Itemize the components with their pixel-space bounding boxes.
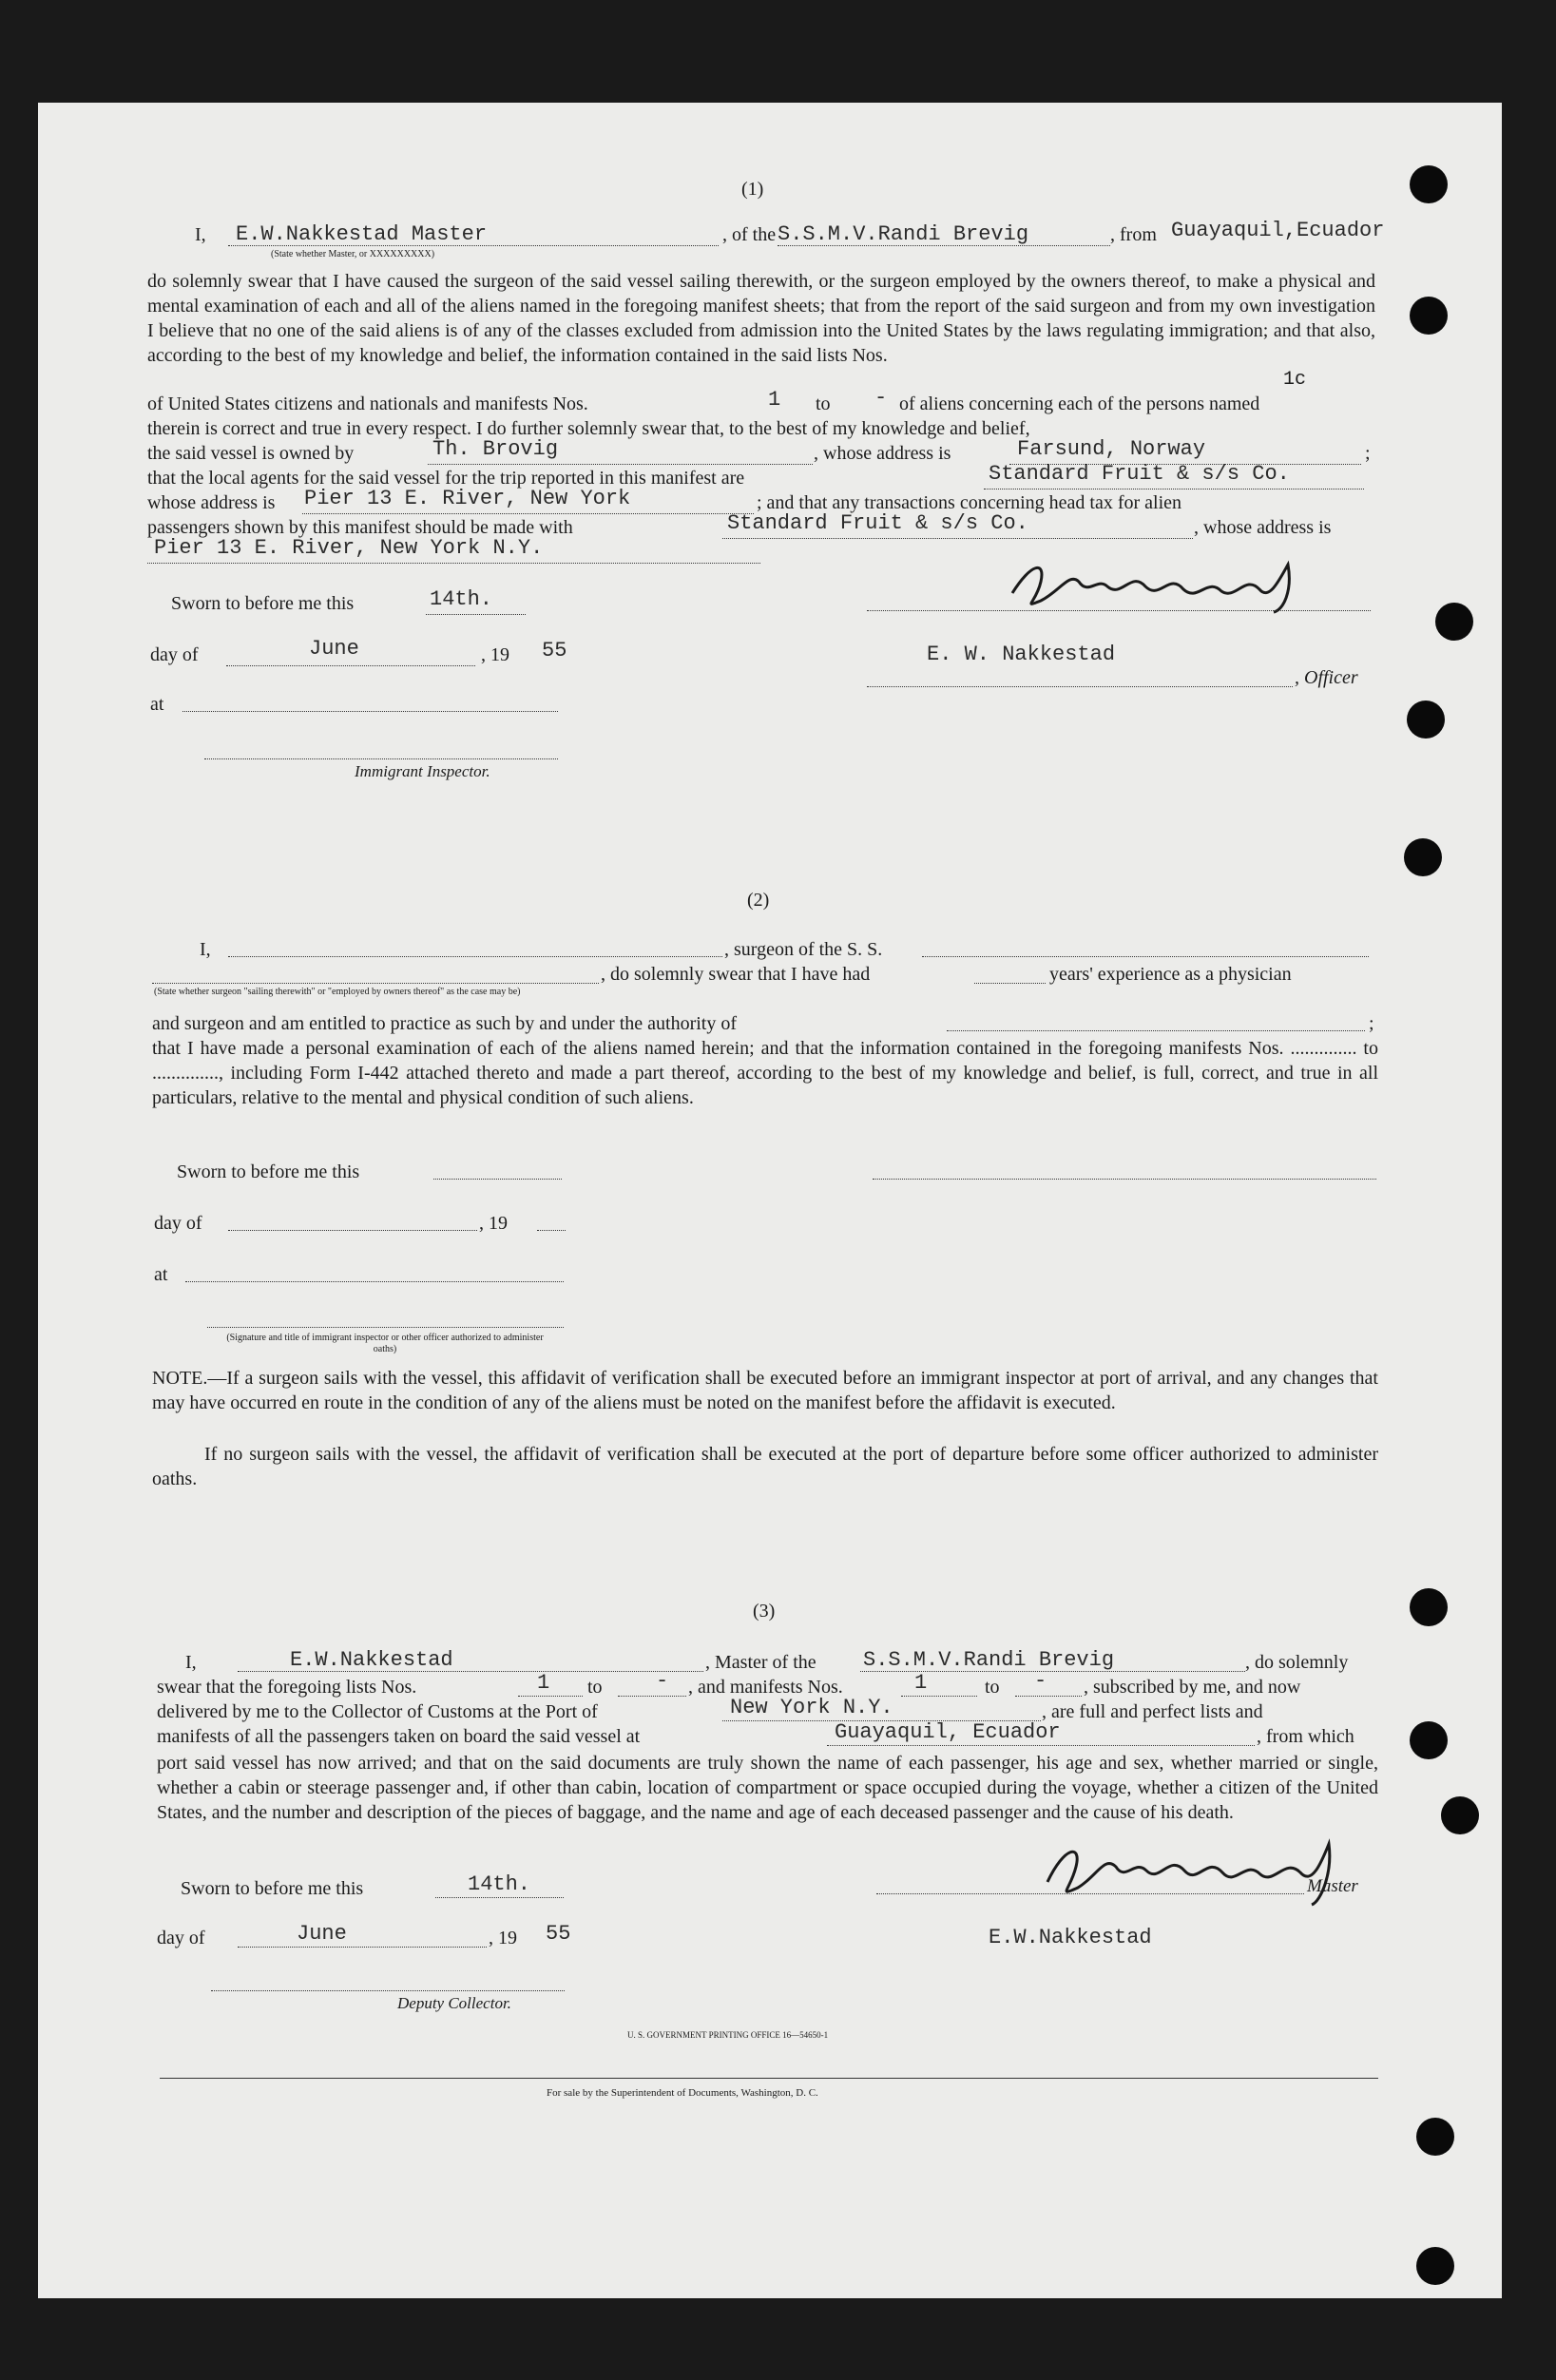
i-label: I, (195, 224, 206, 245)
i-label: I, (185, 1652, 197, 1673)
years-label: years' experience as a physician (1049, 964, 1292, 985)
section-2-body: that I have made a personal examination of each of the aliens named herein; and that the information contained in the foregoing manifests Nos. .............. to .............., including Form I-442 attached thereto and made a part thereof, according to the best of my knowledge and belief, is full, correct, and true in all particulars, relative to the mental and physical condition of such aliens. (152, 1038, 1378, 1108)
authority-label: and surgeon and am entitled to practice as such by and under the authority of (152, 1013, 737, 1034)
day-of-label: day of (150, 644, 199, 665)
punch-hole (1416, 2118, 1454, 2156)
sworn-day: 14th. (468, 1872, 531, 1896)
from-label: , from (1110, 224, 1157, 245)
agents-address: Pier 13 E. River, New York (304, 487, 631, 510)
master-of-label: , Master of the (705, 1652, 816, 1673)
owned-label: the said vessel is owned by (147, 443, 355, 464)
manifests-from: 1 (914, 1671, 928, 1695)
note-1 (152, 1366, 1378, 1415)
fill-line (901, 1696, 977, 1697)
inspector-caption: Immigrant Inspector. (355, 762, 490, 780)
fill-line (947, 1030, 1365, 1031)
fill-line (228, 1230, 477, 1231)
signature-line (204, 758, 558, 759)
signature-caption: (Signature and title of immigrant inspector or other officer authorized to administer oaths) (226, 1333, 544, 1354)
lists-to: - (656, 1669, 669, 1693)
fill-line (226, 665, 475, 666)
punch-hole (1410, 1588, 1448, 1626)
fill-line (778, 245, 1110, 246)
master-signature (1036, 1834, 1340, 1910)
master-caption: Master (1307, 1876, 1358, 1896)
master-name-printed: E.W.Nakkestad (989, 1926, 1152, 1949)
section-3-body: port said vessel has now arrived; and that on the said documents are truly shown the name of each passenger, his age and sex, whether married or single, whether a cabin or steerage passenger and, if other than cabin, location of compartment or space occupied during the voyage, whether a citizen of the United States, and the number and description of the pieces of baggage, and the name and age of each deceased passenger and the cause of his death. (157, 1753, 1378, 1823)
vessel-name: S.S.M.V.Randi Brevig (778, 222, 1029, 246)
punch-hole (1416, 2247, 1454, 2285)
sale-note: For sale by the Superintendent of Documents, Washington, D. C. (547, 2087, 818, 2099)
headtax-party: Standard Fruit & s/s Co. (727, 511, 1028, 535)
headtax-address: Pier 13 E. River, New York N.Y. (154, 536, 544, 560)
sworn-label: Sworn to before me this (181, 1878, 364, 1899)
port: New York N.Y. (730, 1696, 893, 1719)
manifests-to: - (1034, 1669, 1047, 1693)
section-2-number: (2) (747, 890, 770, 911)
headtax-address-label: , whose address is (1194, 517, 1332, 538)
section-3-number: (3) (753, 1601, 776, 1622)
fill-line (922, 956, 1369, 957)
note-2 (152, 1442, 1378, 1491)
agents-address-label: whose address is (147, 492, 276, 513)
day-of-label: day of (154, 1213, 202, 1234)
note-1-text: NOTE.—If a surgeon sails with the vessel, this affidavit of verification shall be executed before an immigrant inspector at port of arrival, and any changes that may have occurred en route in the condition of any of the aliens must be noted on the manifest before the affidavit is executed. (152, 1368, 1378, 1413)
fill-line (228, 956, 722, 957)
agents-label: that the local agents for the said vessel for the trip reported in this manifest are (147, 468, 745, 489)
owner-address-label: , whose address is (814, 443, 951, 464)
fill-line (182, 711, 558, 712)
line7: therein is correct and true in every respect. I do further solemnly swear that, to the best of my knowledge and belief, (147, 418, 1030, 439)
to-label: to (985, 1677, 1000, 1698)
owner-address: Farsund, Norway (1017, 437, 1206, 461)
fill-line (428, 464, 813, 465)
year-label: , 19 (489, 1928, 517, 1948)
surgeon-caption: (State whether surgeon "sailing therewith" or "employed by owners thereof" as the case may be) (154, 987, 521, 997)
punch-hole (1441, 1796, 1479, 1834)
fill-line (1015, 1696, 1082, 1697)
fill-line (618, 1696, 686, 1697)
headtax-label: ; and that any transactions concerning head tax for alien (757, 492, 1182, 513)
swear-label: , do solemnly swear that I have had (601, 964, 871, 985)
name-caption: (State whether Master, or XXXXXXXXX) (271, 249, 435, 259)
fill-line (228, 245, 719, 246)
punch-hole (1410, 1721, 1448, 1759)
collector-caption: Deputy Collector. (397, 1994, 511, 2012)
manifests-to: - (874, 386, 888, 410)
manifests-from: 1 (768, 388, 781, 412)
signature-line (211, 1990, 565, 1991)
fill-line (435, 1897, 564, 1898)
fill-line (537, 1230, 566, 1231)
of-the-label: , of the (722, 224, 777, 245)
fill-line (518, 1696, 583, 1697)
fill-line (722, 538, 1193, 539)
note-2-text: If no surgeon sails with the vessel, the affidavit of verification shall be executed at the port of departure before some officer authorized to administer oaths. (152, 1444, 1378, 1489)
signature-line (876, 1893, 1304, 1894)
master-name: E.W.Nakkestad Master (236, 222, 488, 246)
fill-line (302, 513, 754, 514)
owner: Th. Brovig (432, 437, 559, 461)
signature-line (207, 1327, 564, 1328)
line2-b: , and manifests Nos. (688, 1677, 843, 1698)
punch-hole (1407, 701, 1445, 739)
punct: ; (1369, 1013, 1374, 1034)
line6-b: of aliens concerning each of the persons named (899, 393, 1260, 414)
punch-hole (1404, 838, 1442, 876)
surgeon-label: , surgeon of the S. S. (724, 939, 883, 960)
i-label: I, (200, 939, 211, 960)
punch-hole (1410, 297, 1448, 335)
year: 55 (542, 639, 567, 662)
line4-a: manifests of all the passengers taken on board the said vessel at (157, 1726, 641, 1747)
punch-hole (1410, 165, 1448, 203)
fill-line (152, 983, 599, 984)
vessel-name: S.S.M.V.Randi Brevig (863, 1648, 1115, 1672)
line3-b: , are full and perfect lists and (1042, 1701, 1263, 1722)
departure-port: Guayaquil, Ecuador (835, 1720, 1061, 1744)
signature-line (873, 1179, 1376, 1180)
officer-sig-line (867, 610, 1371, 611)
line6-a: of United States citizens and nationals and manifests Nos. (147, 393, 588, 414)
fill-line (867, 686, 1293, 687)
fill-line (185, 1281, 564, 1282)
fill-line (827, 1745, 1255, 1746)
fill-line (974, 983, 1046, 984)
at-label: at (154, 1264, 168, 1285)
fill-line (433, 1179, 562, 1180)
officer-caption: , Officer (1295, 667, 1358, 688)
month: June (309, 637, 359, 661)
punch-hole (1435, 603, 1473, 641)
sworn-label: Sworn to before me this (177, 1161, 360, 1182)
passengers-label: passengers shown by this manifest should be made with (147, 517, 573, 538)
year-label: , 19 (479, 1213, 508, 1234)
lists-from: 1c (1283, 369, 1307, 391)
line4-b: , from which (1257, 1726, 1354, 1747)
fill-line (426, 614, 526, 615)
sworn-day: 14th. (430, 587, 493, 611)
section-1-body: do solemnly swear that I have caused the surgeon of the said vessel sailing therewith, or the surgeon employed by the owners thereof, to make a physical and mental examination of each and all of the aliens named in the foregoing manifest sheets; that from the report of the said surgeon and from my own investigation I believe that no one of the said aliens is of any of the classes excluded from admission into the United States by the laws regulating immigration; and that also, according to the best of my knowledge and belief, the information contained in the said lists Nos. (147, 271, 1375, 366)
fill-line (238, 1671, 703, 1672)
printing-office: U. S. GOVERNMENT PRINTING OFFICE 16—54650-1 (627, 2030, 829, 2040)
swear-label: , do solemnly (1245, 1652, 1349, 1673)
officer-name: E. W. Nakkestad (927, 643, 1116, 666)
year-label: , 19 (481, 644, 509, 665)
line3-a: delivered by me to the Collector of Customs at the Port of (157, 1701, 598, 1722)
to-label: to (816, 393, 831, 414)
lists-from: 1 (537, 1671, 550, 1695)
month: June (297, 1922, 347, 1946)
section-1-number: (1) (741, 179, 764, 200)
line2-a: swear that the foregoing lists Nos. (157, 1677, 417, 1698)
from-port: Guayaquil,Ecuador (1171, 219, 1385, 242)
punct: ; (1365, 443, 1371, 464)
fill-line (147, 563, 760, 564)
to-label: to (587, 1677, 603, 1698)
master-name: E.W.Nakkestad (290, 1648, 453, 1672)
agents: Standard Fruit & s/s Co. (989, 462, 1290, 486)
day-of-label: day of (157, 1928, 205, 1948)
footer-rule (160, 2078, 1378, 2079)
sworn-label: Sworn to before me this (171, 593, 355, 614)
year: 55 (546, 1922, 571, 1946)
at-label: at (150, 694, 164, 715)
line2-c: , subscribed by me, and now (1084, 1677, 1301, 1698)
fill-line (238, 1947, 487, 1948)
